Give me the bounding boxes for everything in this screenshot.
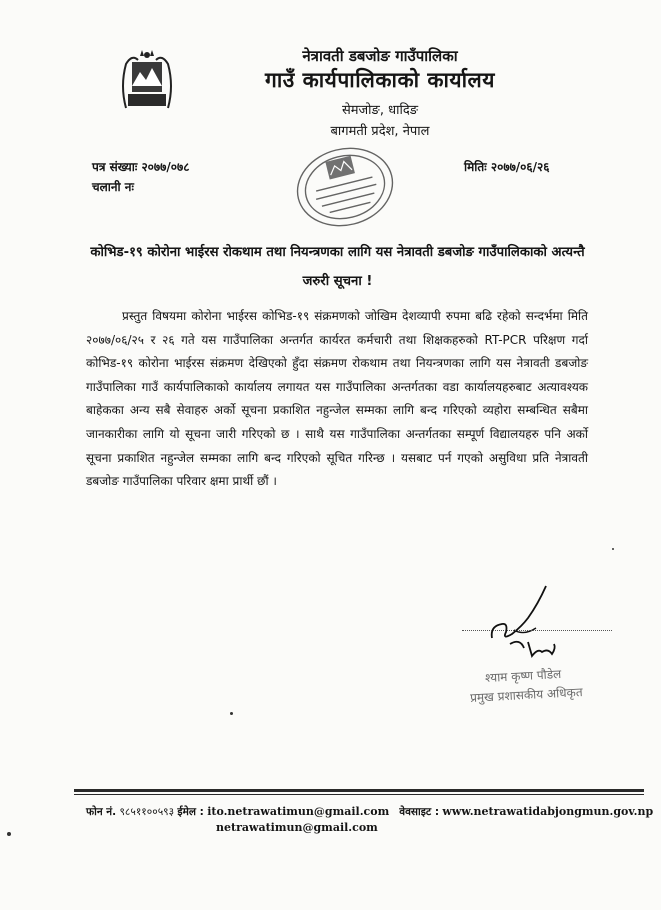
email-label: ईमेल : [177, 806, 204, 818]
date-label: मितिः [464, 160, 487, 174]
office-name: नेत्रावती डबजोङ गाउँपालिका [302, 47, 458, 65]
signature-icon [472, 578, 572, 668]
dispatch-number-label: चलानी नः [92, 180, 134, 194]
notice-body: प्रस्तुत विषयमा कोरोना भाईरस कोभिड-१९ संक्रमणको जोखिम देशव्यापी रुपमा बढि रहेको सन्दर्भमा मिति २०७७/०६/२५ र २६ गते यस गाउँपालिका अन्तर्गत कार्यरत कर्मचारी तथा शिक्षकहरुको RT-PCR परिक्षण गर्दा कोभिड-१९ कोरोना भाईरस संक्रमण देखिएको हुँदा संक्रमण रोकथाम तथा नियन्त्रणका लागि यस नेत्रावती डबजोङ गाउँपालिका गाउँ कार्यपालिकाको कार्यालय लगायत यस गाउँपालिका अन्तर्गतका वडा कार्यालयहरुबाट अत्यावश्यक बाहेकका अन्य सबै सेवाहरु अर्को सूचना प्रकाशित नहुन्जेल सम्मका लागि बन्द गरिएको व्यहोरा सम्बन्धित सबैमा जानकारीका लागि यो सूचना जारी गरिएको छ । साथै यस गाउँपालिका अन्तर्गतका सम्पूर्ण विद्यालयहरु पनि अर्को सूचना प्रकाशित नहुन्जेल सम्मका लागि बन्द गरिएको सूचित गरिन्छ । यसबाट पर्न गएको असुविधा प्रति नेत्रावती डबजोङ गाउँपालिका परिवार क्षमा प्रार्थी छौं । [86, 309, 588, 489]
footer-line-1 [86, 804, 653, 820]
scan-speck [612, 548, 614, 550]
letter-date [464, 158, 550, 175]
email-primary[interactable]: ito.netrawatimun@gmail.com [207, 805, 390, 818]
website-link[interactable]: www.netrawatidabjongmun.gov.np [442, 805, 654, 818]
email-secondary[interactable]: netrawatimun@gmail.com [216, 821, 378, 834]
letter-number-value: २०७७/०७८ [141, 160, 190, 174]
nepal-emblem-icon [118, 46, 176, 114]
signer-name: श्याम कृष्ण पौडेल [484, 667, 562, 685]
office-title: गाउँ कार्यपालिकाको कार्यालय [265, 68, 495, 92]
footer-divider [74, 789, 644, 792]
date-value: २०७७/०६/२६ [490, 160, 550, 174]
website-label: वेवसाइट : [399, 806, 440, 818]
phone-label: फोन नं. [86, 806, 117, 818]
office-location: सेमजोङ, धादिङ [341, 103, 419, 118]
scan-speck [230, 712, 233, 715]
office-province: बागमती प्रदेश, नेपाल [330, 124, 430, 139]
phone-number: ९८५११००५९३ [119, 806, 175, 818]
footer-divider-thin [74, 794, 644, 795]
footer-line-2 [86, 820, 653, 836]
signer-title: प्रमुख प्रशासकीय अधिकृत [469, 685, 583, 705]
letter-number [92, 158, 190, 175]
scan-speck [7, 832, 11, 836]
signature-line [462, 630, 612, 631]
notice-subject: कोभिड-१९ कोरोना भाईरस रोकथाम तथा नियन्त्रणका लागि यस नेत्रावती डबजोङ गाउँपालिकाको अत्यन्तै जरुरी सूचना ! [90, 245, 585, 289]
official-stamp-icon [290, 142, 400, 232]
letter-number-label: पत्र संख्याः [92, 160, 138, 174]
footer-contact [86, 804, 653, 836]
